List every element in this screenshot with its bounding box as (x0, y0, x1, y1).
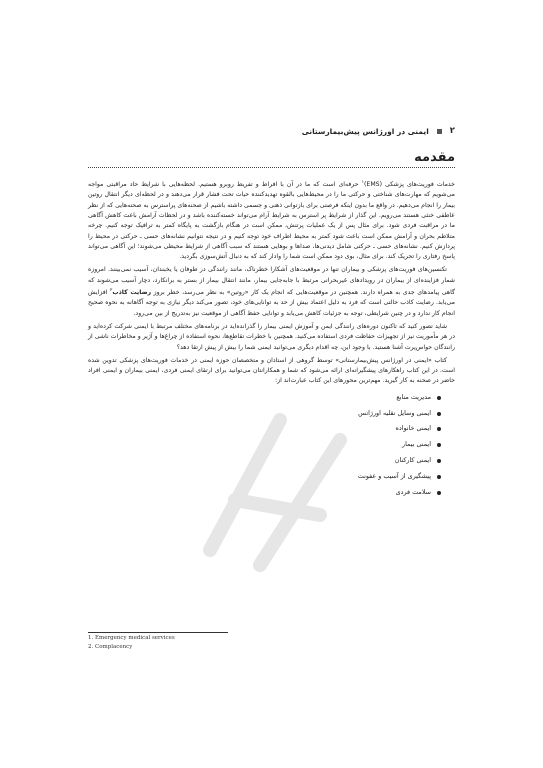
list-item: ایمنی کارکنان (88, 453, 441, 469)
square-bullet-icon (437, 129, 442, 134)
page-number: ۲ (449, 126, 455, 136)
list-item: پیشگیری از آسیب و عفونت (88, 469, 441, 485)
paragraph-3: شاید تصور کنید که تاکنون دوره‌های رانندگی ایمن و آموزش ایمنی بیمار را گذرانده‌اید در برنامه‌های مختلف مرتبط با ایمنی شرکت کرده‌اید و در هر مأموریت نیز از تجهیزات حفاظت فردی استفاده می‌کنید. همچنین با خطرات تقاطع‌ها، نحوه استفاده از چراغ‌ها و آژیر و مخاطرات ناشی از رانندگان حواس‌پرت آشنا هستید. با وجود این، چه اقدام دیگری می‌توانید ایمنی شما را بیش از پیش ارتقا دهد؟ (88, 322, 455, 351)
list-item: مدیریت منابع (88, 390, 441, 406)
footnote-ref-2: ۲ (109, 288, 113, 294)
list-item: ایمنی خانواده (88, 421, 441, 437)
footnote-ref-1: ۱ (361, 180, 364, 185)
list-item: ایمنی بیمار (88, 437, 441, 453)
paragraph-2-start: تکنسین‌های فوریت‌های پزشکی و بیماران تنها در موقعیت‌های آشکارا خطرناک، مانند رانندگی در طوفان یا یخبندان، آسیب نمی‌بینند. امروزه شمار فزاینده‌ای از بیماران در رویدادهای غیربحرانی مرتبط با جابه‌جایی بیمار، مانند انتقال بیمار از بستر به برانکارد، دچار آسیب می‌شوند که گاهی پیامدهای جدی به همراه دارند. همچنین در موقعیت‌هایی که انجام یک کار «روتین» به نظر می‌رسد، خطر بروز (88, 266, 455, 297)
topics-list (88, 390, 455, 501)
body-text (88, 178, 455, 500)
paragraph-1-start: خدمات فوریت‌های پزشکی (EMS) (363, 181, 455, 189)
list-item: ایمنی وسایل نقلیه اورژانس (88, 406, 441, 422)
paragraph-1 (88, 178, 455, 262)
section-title: مقدمه (414, 150, 455, 165)
list-item: سلامت فردی (88, 485, 441, 501)
paragraph-4: کتاب «ایمنی در اورژانس پیش‌بیمارستانی» توسط گروهی از استادان و متخصصان حوزه ایمنی در خدمات فوریت‌های پزشکی تدوین شده است. در این کتاب راهکارهای پیشگیرانه‌ای ارائه می‌شود که شما و همکارانتان می‌توانید برای ارتقای ایمنی فردی، ایمنی بیماران و ایمنی افراد حاضر در صحنه به کار گیرید. مهم‌ترین محورهای این کتاب عبارت‌اند از: (88, 356, 455, 385)
running-header (300, 124, 455, 138)
paragraph-1-rest: حرفه‌ای است که ما در آن با افراط و تفریط روبرو هستیم. لحظه‌هایی با شرایط حاد مراقبتی مواجه می‌شویم که مهارت‌های شناختی و حرکتی ما را در محیط‌هایی بالقوه تهدیدکننده حیات تحت فشار قرار می‌دهند و در لحظه‌ای دیگر انتقال روتین بیمار را انجام می‌دهیم. در واقع ما بدون اینکه فرصتی برای بازتوانی ذهنی و جسمی داشته باشیم از صحنه‌های پراسترس به صحنه‌هایی که از نظر عاطفی خنثی هستند می‌رویم. این گذار از شرایط پر استرس به شرایط آرام می‌تواند خسته‌کننده باشد و در لحظات آرامش باعث کاهش آگاهی ما در مراقبت فردی شود. برای مثال پس از یک عملیات پرتنش، ممکن است در هنگام بازگشت به پایگاه کمتر به ترافیک توجه کنیم. چرخه متلاطم بحران و آرامش ممکن است باعث شود کمتر به محیط اطراف خود توجه کنیم و در نتیجه نتوانیم نشانه‌های حسی ـ حرکتی در محیط را پردازش کنیم. نشانه‌های حسی ـ حرکتی شامل دیدنی‌ها، صداها و بوهایی هستند که سبب آگاهی از شرایط محیطی می‌شوند؛ این آگاهی می‌تواند پاسخ رفتاری را تحریک کند. برای مثال، بوی دود ممکن است شما را وادار کند که به دنبال آتش‌سوزی بگردید. (88, 181, 455, 261)
footnotes (88, 634, 175, 651)
paragraph-2-rest: افزایش می‌یابد. رضایت کاذب حالتی است که فرد به دلیل اعتماد بیش از حد به توانایی‌های خود، تصور می‌کند دیگر نیازی به توجه آگاهانه به نحوه صحیح انجام کار ندارد و در چنین شرایطی، توجه به جزئیات کاهش می‌یابد و توانایی حفظ آگاهی از موقعیت نیز به‌تدریج از بین می‌رود. (88, 289, 455, 317)
title-divider (88, 167, 455, 168)
bold-term: رضایت کاذب (112, 289, 152, 297)
book-title: ایمنی در اورژانس پیش‌بیمارستانی (301, 126, 429, 136)
footnote-divider (88, 632, 228, 633)
footnote-1: 1. Emergency medical services (88, 635, 175, 641)
footnote-2: 2. Complacency (88, 643, 133, 650)
paragraph-2 (88, 265, 455, 319)
